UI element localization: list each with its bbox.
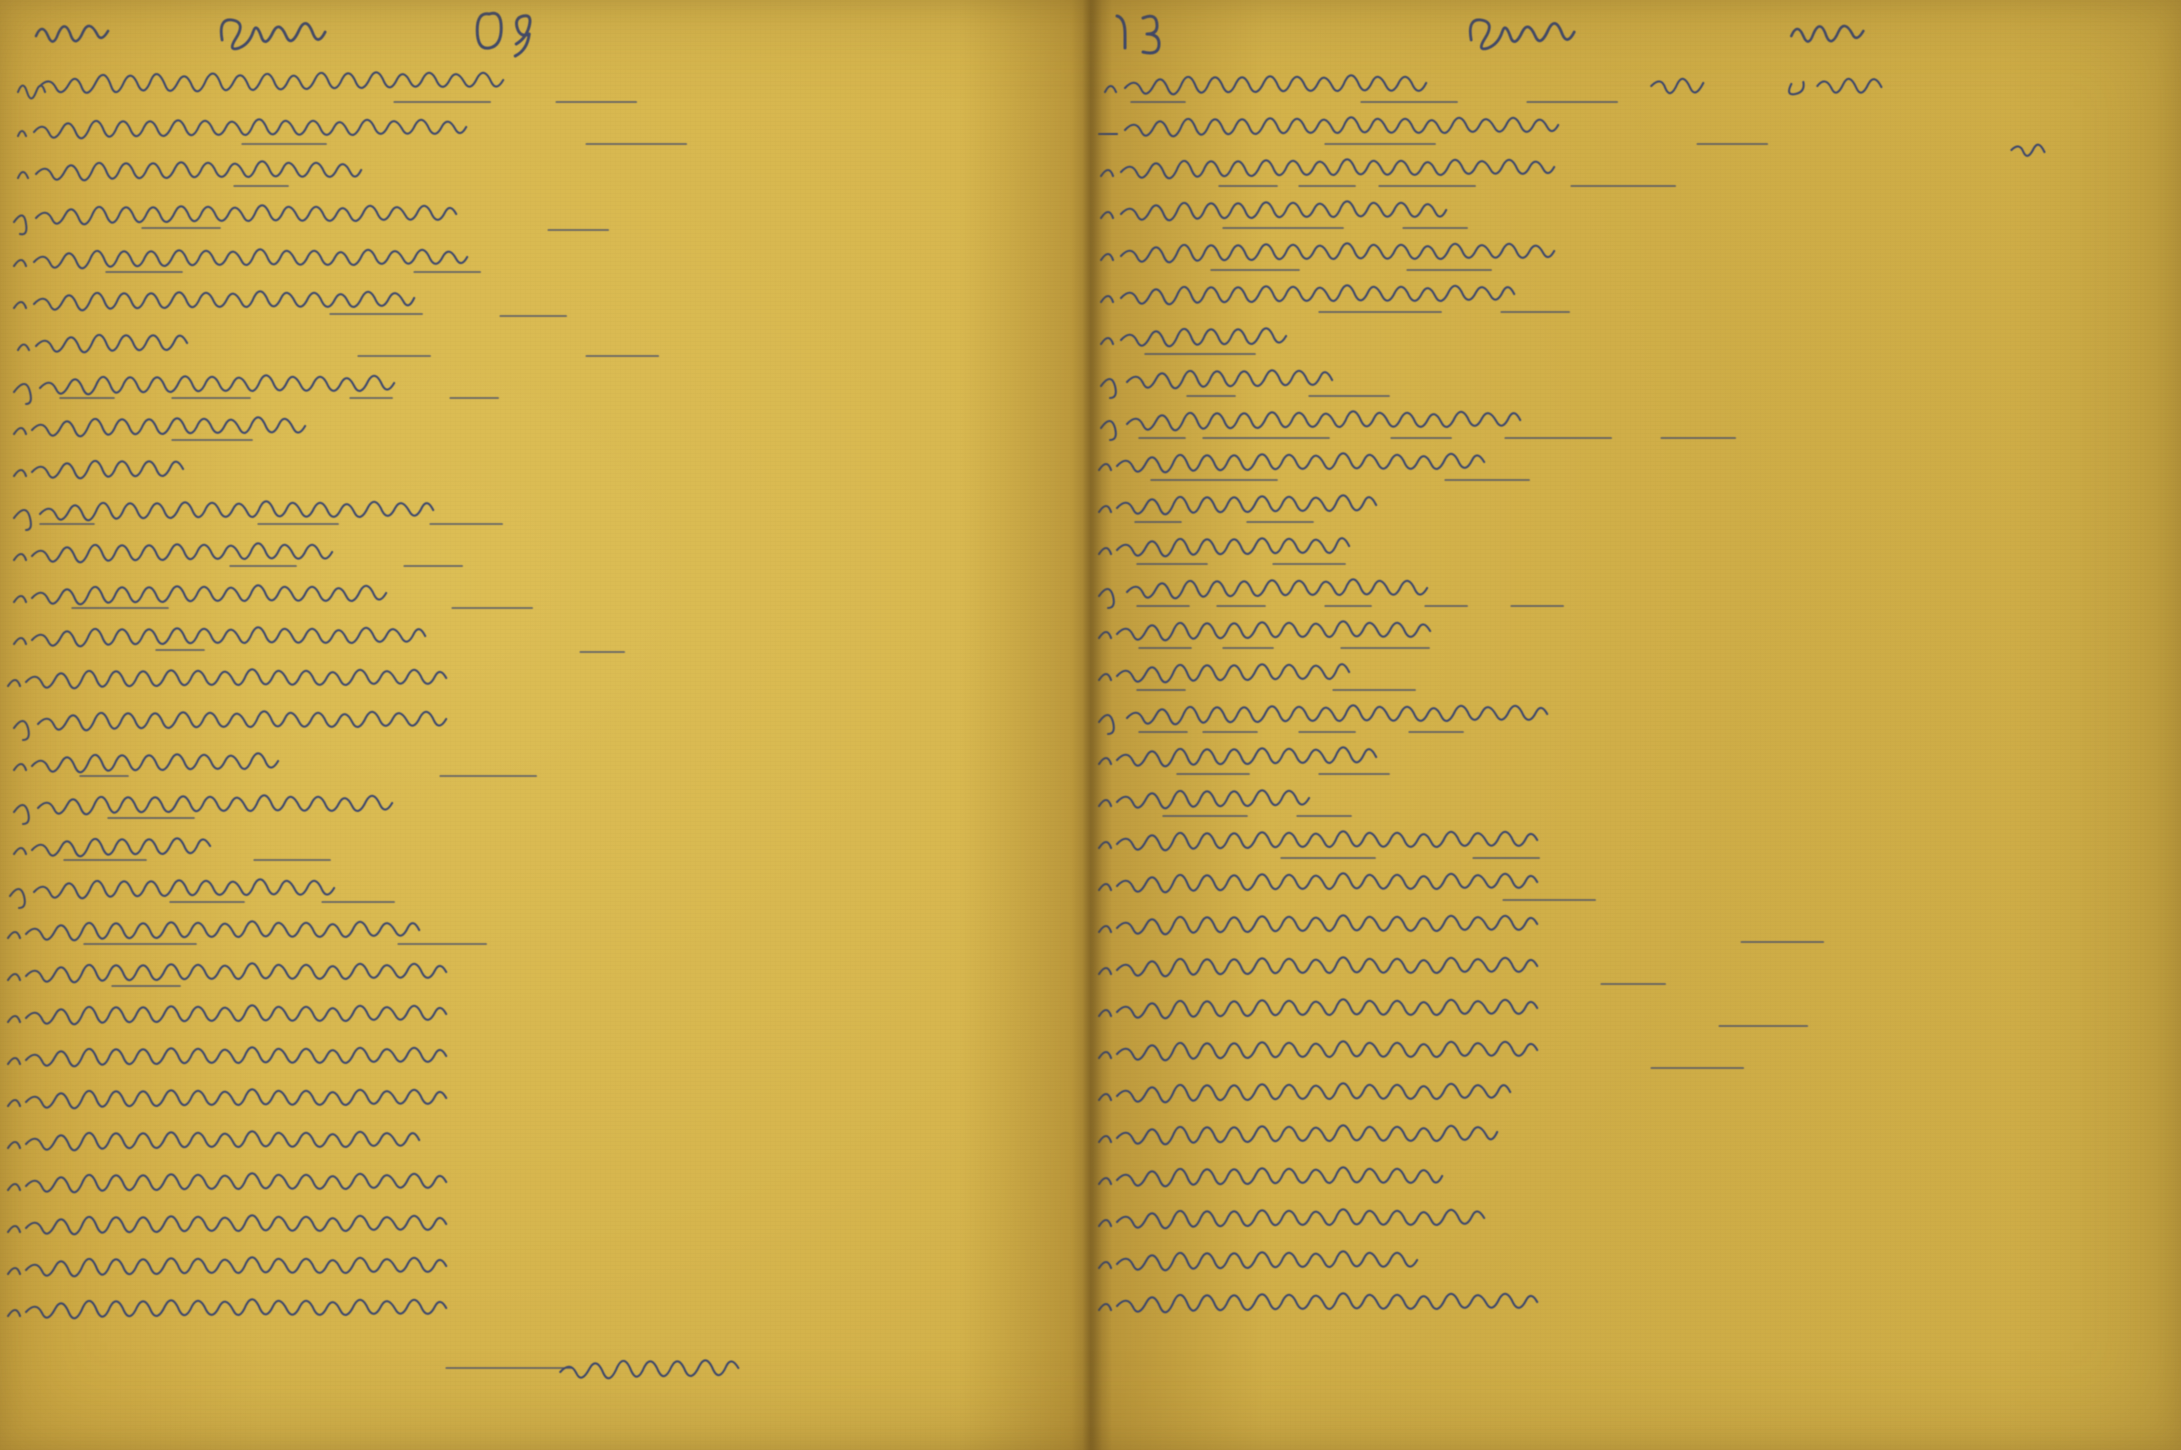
left-header-place xyxy=(0,8,1,9)
right-page-number xyxy=(1091,8,1092,9)
left-page-number xyxy=(0,8,1,9)
left-header-month xyxy=(0,8,1,9)
right-page-ink xyxy=(1091,0,2181,1450)
right-page-header xyxy=(1091,8,2181,64)
right-header-month xyxy=(1091,8,1092,9)
right-page xyxy=(1091,0,2181,1450)
left-page-header xyxy=(0,8,1091,64)
right-header-place xyxy=(1091,8,1092,9)
